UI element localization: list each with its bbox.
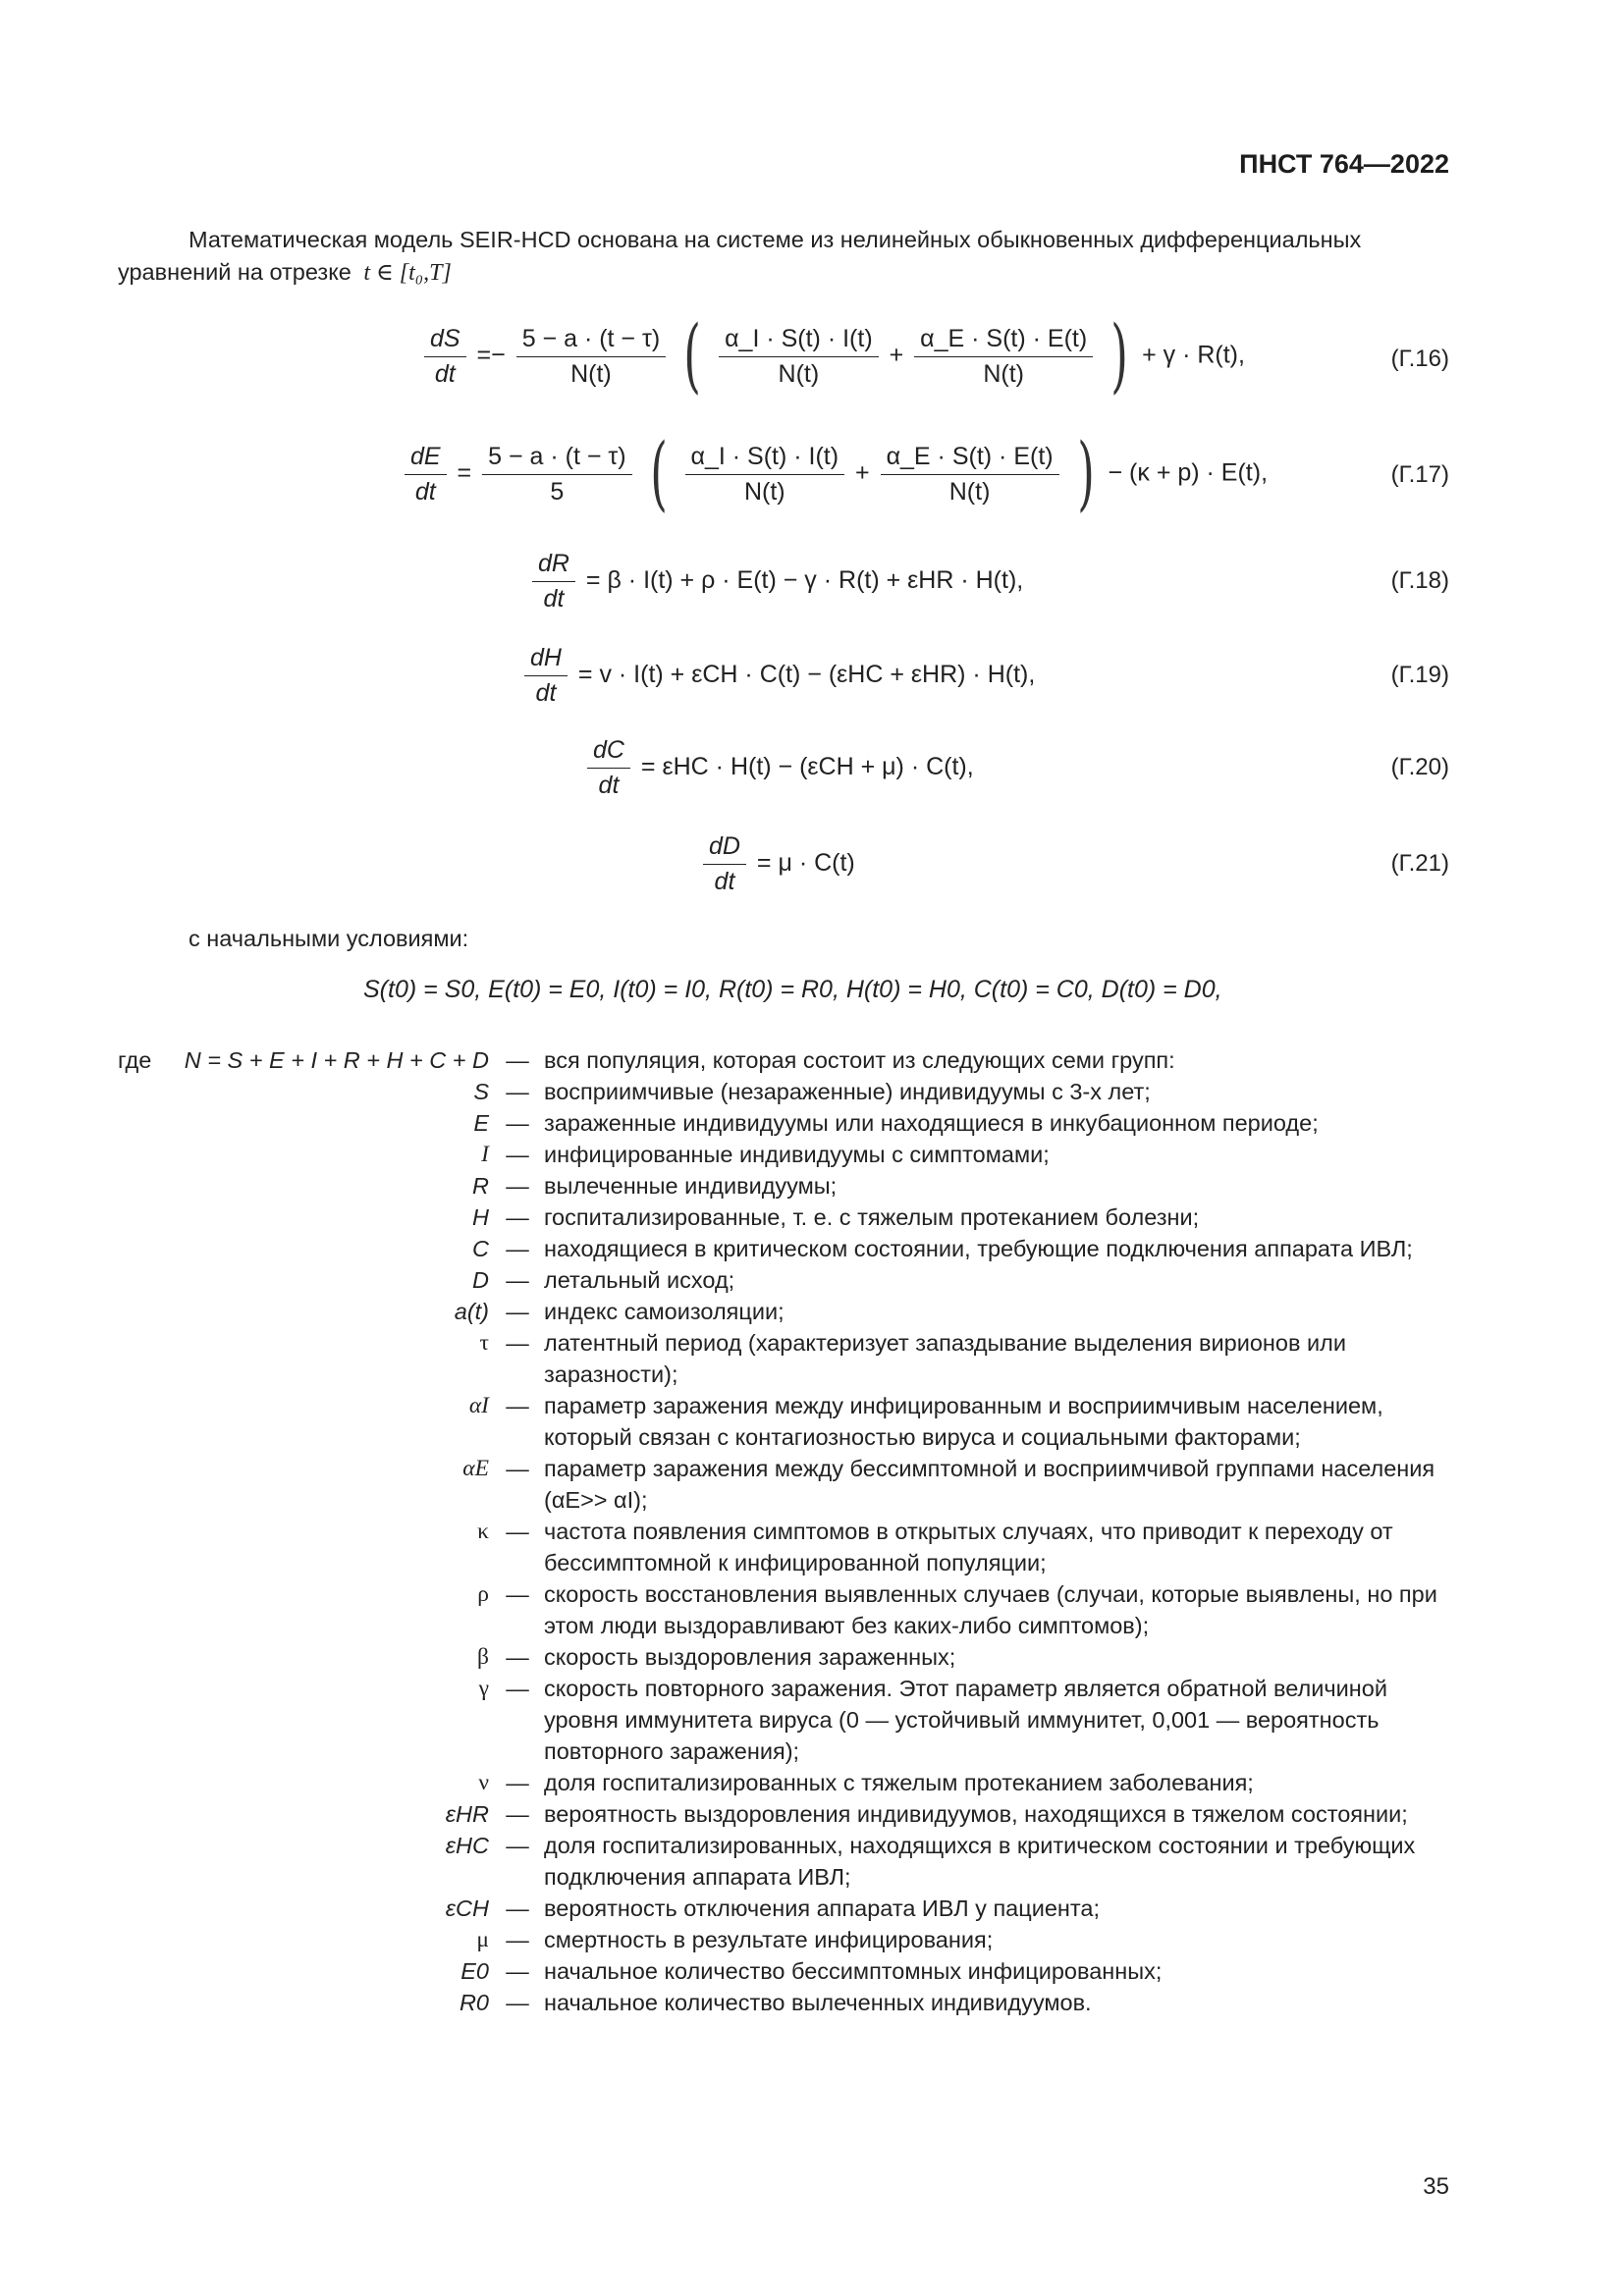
definition-symbol: εHC [445, 1833, 489, 1858]
definition-text: параметр заражения между инфицированным и восприимчивым населением, который связан с контагиозностью вируса и социальными факторами; [544, 1393, 1383, 1450]
definition-symbol: αE [462, 1456, 489, 1481]
equation-number-g20: (Г.20) [1390, 754, 1449, 780]
infection-e-fraction: $\frac{\alpha\_E \cdot S(t) \cdot E(t)}{N(t)}$ [914, 325, 1093, 389]
definition-text: госпитализированные, т. е. с тяжелым протеканием болезни; [544, 1204, 1200, 1230]
definition-row: ρ — скорость восстановления выявленных случаев (случаи, которые выявлены, но при этом люди выздоравливают без каких-либо симптомов); [118, 1578, 1449, 1641]
equation-rhs: = v · I(t) + εCH · C(t) − (εHC + εHR) · H(t), [577, 661, 1036, 689]
infection-i-fraction: $\frac{\alpha\_I \cdot S(t) \cdot I(t)}{N(t)}$ [719, 325, 879, 389]
definition-row: D — летальный исход; [118, 1264, 1449, 1296]
definition-text: латентный период (характеризует запаздывание выделения вирионов или заразности); [544, 1330, 1346, 1387]
page-number: 35 [1423, 2173, 1449, 2200]
definition-text: находящиеся в критическом состоянии, требующие подключения аппарата ИВЛ; [544, 1236, 1413, 1261]
lhs-fraction: $\frac{dR}{dt}$ [532, 550, 575, 614]
definition-row: αI — параметр заражения между инфицированным и восприимчивым населением, который связан с контагиозностью вируса и социальными факторами; [118, 1390, 1449, 1453]
definition-symbol: γ [478, 1676, 489, 1701]
initial-conditions-label: с начальными условиями: [189, 926, 469, 951]
equation-number-g16: (Г.16) [1390, 346, 1449, 372]
definition-row: где N = S + E + I + R + H + C + D — вся популяция, которая состоит из следующих семи групп: [118, 1044, 1449, 1076]
definition-row: R0 — начальное количество вылеченных индивидуумов. [118, 1987, 1449, 2018]
interval-formula: t ∈ [t₀,T] [363, 260, 452, 286]
lhs-fraction: $\frac{dD}{dt}$ [703, 832, 746, 896]
lhs-fraction: $\frac{dH}{dt}$ [524, 644, 568, 708]
definition-symbol: ν [478, 1770, 489, 1795]
definition-symbol: εHR [445, 1801, 489, 1827]
infection-e-fraction: $\frac{\alpha\_E \cdot S(t) \cdot E(t)}{N(t)}$ [881, 443, 1059, 507]
definition-symbol: μ [476, 1927, 489, 1952]
definition-text: инфицированные индивидуумы с симптомами; [544, 1142, 1050, 1167]
definition-text: восприимчивые (незараженные) индивидуумы с 3-х лет; [544, 1079, 1151, 1104]
definition-row: μ — смертность в результате инфицирования; [118, 1924, 1449, 1955]
definition-text: доля госпитализированных, находящихся в критическом состоянии и требующих подключения аппарата ИВЛ; [544, 1833, 1416, 1890]
definition-row: εCH — вероятность отключения аппарата ИВЛ у пациента; [118, 1893, 1449, 1924]
definition-text: скорость повторного заражения. Этот параметр является обратной величиной уровня иммунитета вируса (0 — устойчивый иммунитет, 0,001 — вероятность повторного заражения); [544, 1676, 1387, 1764]
definition-symbol: I [481, 1142, 489, 1167]
equation-tail: − (κ + p) · E(t), [1108, 458, 1269, 487]
definition-symbol: αI [468, 1393, 489, 1418]
equation-number-g18: (Г.18) [1390, 567, 1449, 594]
definition-symbol: a(t) [454, 1299, 489, 1324]
definition-symbol: ρ [477, 1581, 489, 1607]
definition-row: H — госпитализированные, т. е. с тяжелым протеканием болезни; [118, 1201, 1449, 1233]
definition-text: скорость выздоровления зараженных; [544, 1644, 956, 1670]
equation-g18 [528, 550, 1023, 614]
definition-text: начальное количество вылеченных индивидуумов. [544, 1990, 1092, 2015]
definition-text: вылеченные индивидуумы; [544, 1173, 838, 1199]
definition-symbol: κ [477, 1519, 489, 1544]
intro-text: Математическая модель SEIR-HCD основана на системе из нелинейных обыкновенных дифференциальных уравнений на отрезке [118, 227, 1362, 285]
definition-row: τ — латентный период (характеризует запаздывание выделения вирионов или заразности); [118, 1327, 1449, 1390]
equation-g21 [699, 832, 855, 896]
equation-g16: $\frac{dS}{dt}$ =− $\frac{5 - a \cdot (t - \tau)}{N(t)}$ ( $\frac{\alpha\_I \cdot S(t) \cdot I(t)}{N(t)}$ + $\frac{\alpha\_E \cdot S(t) \cdot E(t)}{N(t)}$ ) + γ · R(t), [420, 316, 1245, 397]
definition-text: зараженные индивидуумы или находящиеся в инкубационном периоде; [544, 1110, 1319, 1136]
definition-text: вся популяция, которая состоит из следующих семи групп: [544, 1047, 1175, 1073]
lhs-fraction: $\frac{dE}{dt}$ [405, 443, 447, 507]
equation-rhs: = μ · C(t) [756, 849, 855, 878]
definition-row: κ — частота появления симптомов в открытых случаях, что приводит к переходу от бессимптомной к инфицированной популяции; [118, 1516, 1449, 1578]
definition-row: εHR — вероятность выздоровления индивидуумов, находящихся в тяжелом состоянии; [118, 1798, 1449, 1830]
equation-number-g17: (Г.17) [1390, 461, 1449, 488]
definition-symbol: εCH [445, 1896, 489, 1921]
equation-g19 [520, 644, 1035, 708]
definition-row: E — зараженные индивидуумы или находящиеся в инкубационном периоде; [118, 1107, 1449, 1139]
infection-i-fraction: $\frac{\alpha\_I \cdot S(t) \cdot I(t)}{N(t)}$ [685, 443, 845, 507]
intro-paragraph [118, 224, 1449, 290]
document-header: ПНСТ 764—2022 [1239, 149, 1449, 179]
definition-text: летальный исход; [544, 1267, 735, 1293]
definition-symbol: H [472, 1204, 489, 1230]
definition-symbol: R0 [459, 1990, 489, 2015]
equation-tail: + γ · R(t), [1142, 341, 1245, 369]
definition-row: I — инфицированные индивидуумы с симптомами; [118, 1139, 1449, 1170]
definition-text: вероятность выздоровления индивидуумов, находящихся в тяжелом состоянии; [544, 1801, 1408, 1827]
equation-number-g19: (Г.19) [1390, 662, 1449, 688]
definition-text: начальное количество бессимптомных инфицированных; [544, 1958, 1163, 1984]
equation-rhs: = β · I(t) + ρ · E(t) − γ · R(t) + εHR · H(t), [585, 566, 1024, 595]
definition-symbol: S [473, 1079, 489, 1104]
factor-fraction: $\frac{5 - a \cdot (t - \tau)}{5}$ [482, 443, 631, 507]
lhs-fraction: $\frac{dS}{dt}$ [424, 325, 466, 389]
definition-symbol: E [473, 1110, 489, 1136]
definition-row: ν — доля госпитализированных с тяжелым протеканием заболевания; [118, 1767, 1449, 1798]
definition-row: S — восприимчивые (незараженные) индивидуумы с 3-х лет; [118, 1076, 1449, 1107]
definition-row: C — находящиеся в критическом состоянии, требующие подключения аппарата ИВЛ; [118, 1233, 1449, 1264]
equation-g20 [583, 736, 974, 800]
definition-text: смертность в результате инфицирования; [544, 1927, 994, 1952]
definition-symbol: τ [479, 1330, 489, 1356]
definition-symbol: C [472, 1236, 489, 1261]
equation-g17: $\frac{dE}{dt}$ = $\frac{5 - a \cdot (t - \tau)}{5}$ ( $\frac{\alpha\_I \cdot S(t) \cdot I(t)}{N(t)}$ + $\frac{\alpha\_E \cdot S(t) \cdot E(t)}{N(t)}$ ) − (κ + p) · E(t), [401, 434, 1268, 514]
definition-row: εHC — доля госпитализированных, находящихся в критическом состоянии и требующих подключения аппарата ИВЛ; [118, 1830, 1449, 1893]
definition-row: E0 — начальное количество бессимптомных инфицированных; [118, 1955, 1449, 1987]
definition-symbol: N = S + E + I + R + H + C + D [184, 1047, 489, 1073]
definition-text: частота появления симптомов в открытых случаях, что приводит к переходу от бессимптомной к инфицированной популяции; [544, 1519, 1393, 1575]
lhs-fraction: $\frac{dC}{dt}$ [587, 736, 630, 800]
definition-text: скорость восстановления выявленных случаев (случаи, которые выявлены, но при этом люди выздоравливают без каких-либо симптомов); [544, 1581, 1437, 1638]
definition-text: вероятность отключения аппарата ИВЛ у пациента; [544, 1896, 1100, 1921]
definition-row: γ — скорость повторного заражения. Этот параметр является обратной величиной уровня иммунитета вируса (0 — устойчивый иммунитет, 0,001 — вероятность повторного заражения); [118, 1673, 1449, 1767]
definition-row: β — скорость выздоровления зараженных; [118, 1641, 1449, 1673]
definition-symbol: D [472, 1267, 489, 1293]
definition-text: параметр заражения между бессимптомной и восприимчивой группами населения (αE>> αI); [544, 1456, 1435, 1513]
equation-number-g21: (Г.21) [1390, 850, 1449, 877]
definition-symbol: R [472, 1173, 489, 1199]
definition-row: αE — параметр заражения между бессимптомной и восприимчивой группами населения (αE>> αI); [118, 1453, 1449, 1516]
definition-text: индекс самоизоляции; [544, 1299, 785, 1324]
factor-fraction: $\frac{5 - a \cdot (t - \tau)}{N(t)}$ [516, 325, 666, 389]
definition-text: доля госпитализированных с тяжелым протеканием заболевания; [544, 1770, 1254, 1795]
equation-rhs: = εHC · H(t) − (εCH + μ) · C(t), [640, 753, 974, 781]
definition-symbol: β [477, 1644, 489, 1670]
initial-conditions-formula: S(t0) = S0, E(t0) = E0, I(t0) = I0, R(t0) = R0, H(t0) = H0, C(t0) = C0, D(t0) = D0, [363, 976, 1222, 1003]
definition-symbol: E0 [460, 1958, 489, 1984]
where-label: где [118, 1047, 152, 1073]
definition-row: a(t) — индекс самоизоляции; [118, 1296, 1449, 1327]
definitions-list [118, 1044, 1449, 2018]
definition-row: R — вылеченные индивидуумы; [118, 1170, 1449, 1201]
